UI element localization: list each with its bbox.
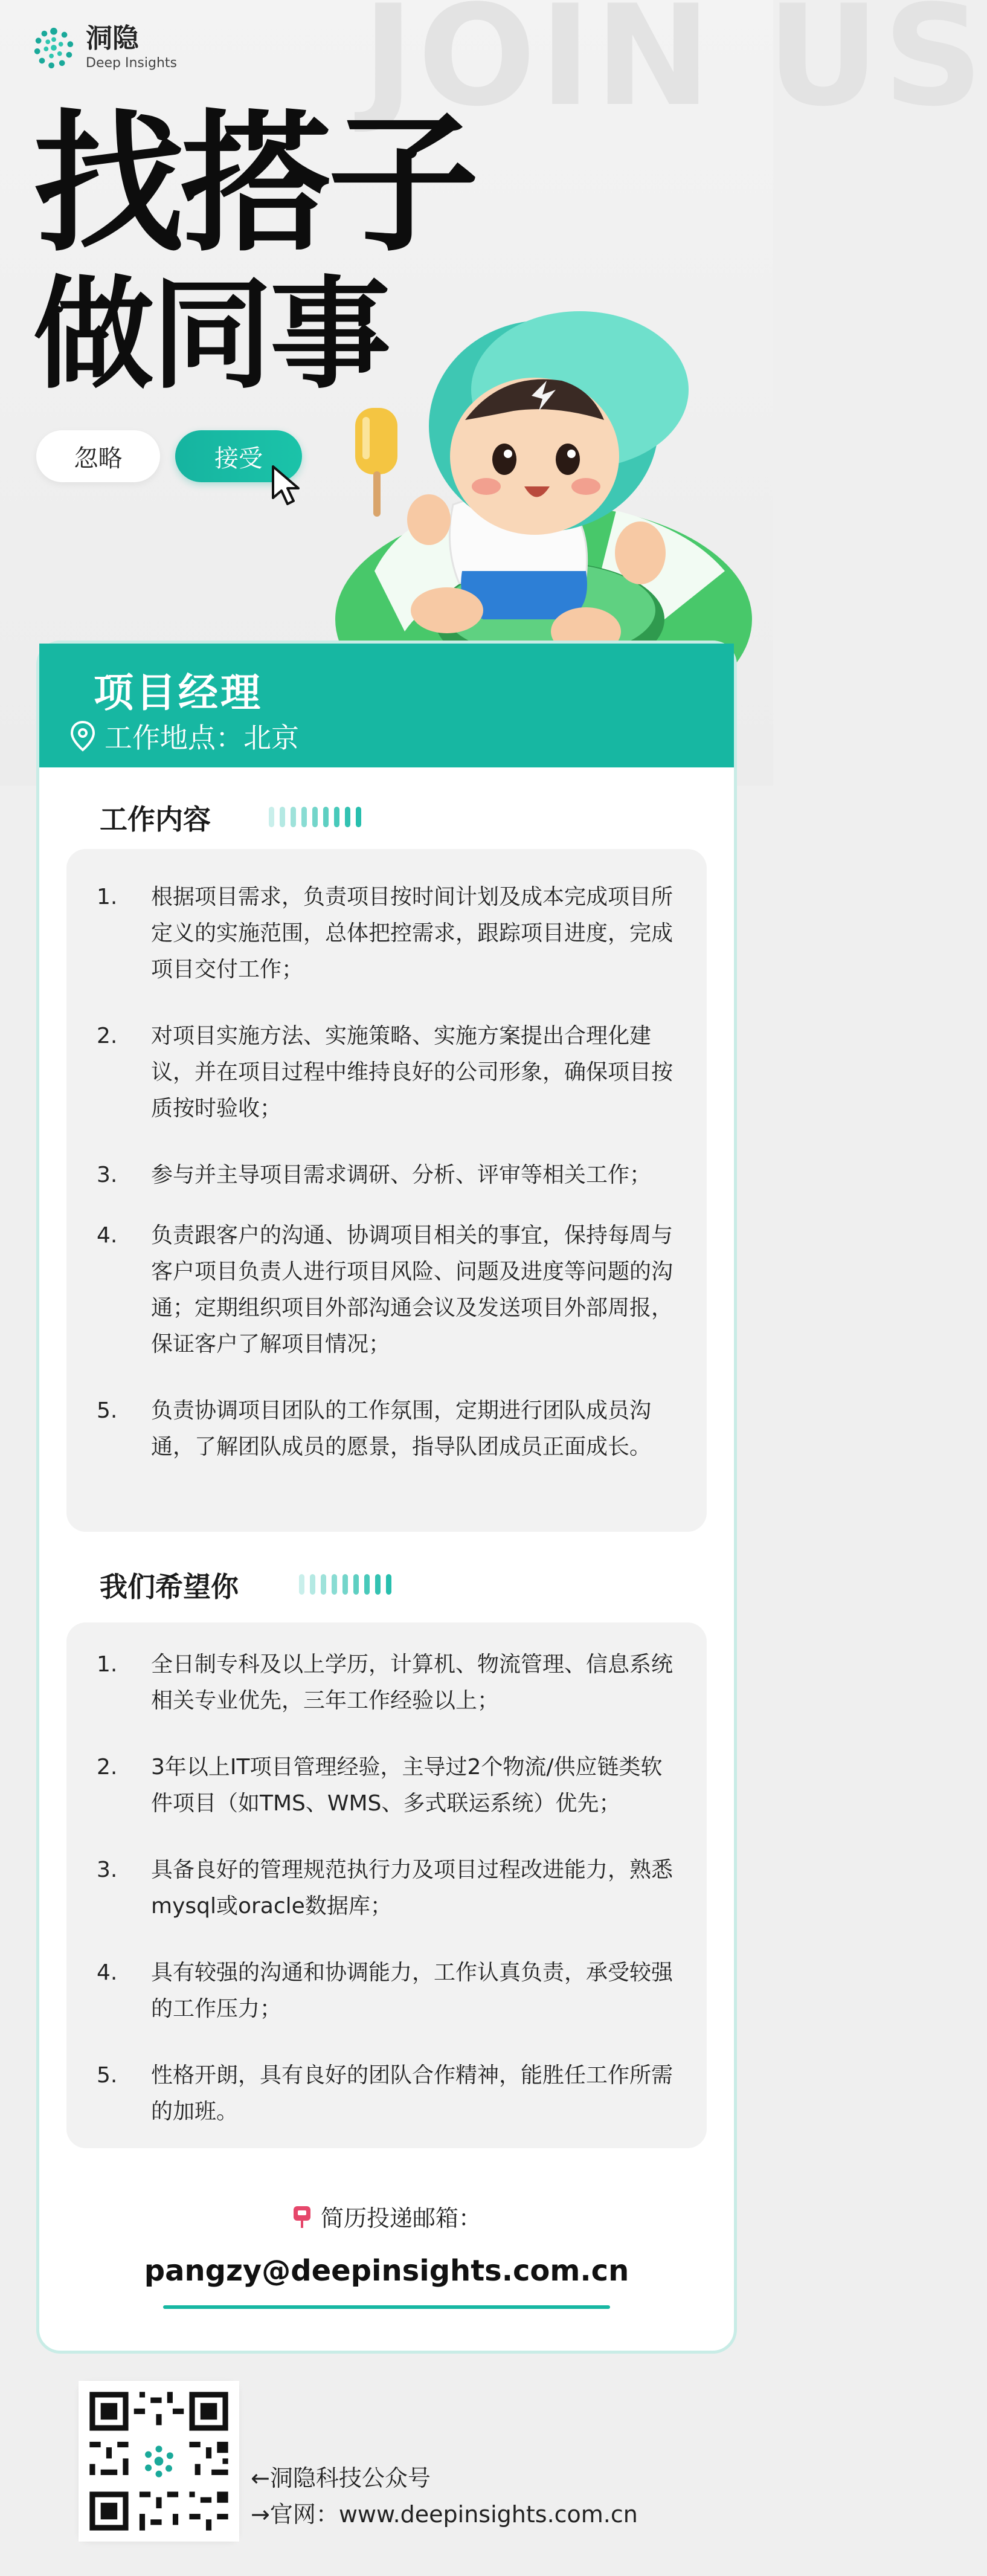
duties-list — [66, 849, 707, 1532]
location-pin-icon — [69, 720, 96, 752]
logo-name-cn: 洞隐 — [86, 22, 139, 54]
list-item: 5. 负责协调项目团队的工作氛围，定期进行团队成员沟通，了解团队成员的愿景，指导队团成员正面成长。 — [97, 1398, 652, 1459]
footer-wechat-text: ←洞隐科技公众号 — [251, 2465, 431, 2491]
resume-email-label-text: 简历投递邮箱： — [320, 2205, 481, 2232]
list-item: 5. 性格开朗，具有良好的团队合作精神，能胜任工作所需的加班。 — [97, 2063, 674, 2124]
job-card-header — [39, 644, 734, 767]
mailbox-icon — [292, 2204, 312, 2229]
job-card — [36, 641, 737, 2354]
headline-line-1: 找搭子 — [33, 96, 475, 272]
section-decoration-dots — [299, 1574, 391, 1595]
section-decoration-dots — [269, 807, 361, 827]
background-join-us-text: JOIN US — [362, 0, 987, 137]
accept-button[interactable]: 接受 — [175, 430, 302, 482]
resume-email-label — [39, 2200, 734, 2233]
headline-line-2: 做同事 — [33, 265, 389, 405]
list-item: 3. 参与并主导项目需求调研、分析、评审等相关工作； — [97, 1163, 652, 1187]
qr-code — [79, 2381, 239, 2542]
ignore-button[interactable]: 忽略 — [36, 430, 160, 482]
job-location — [69, 716, 299, 756]
qr-code-icon — [79, 2381, 239, 2542]
job-title: 项目经理 — [94, 670, 263, 716]
mouse-pointer-icon — [269, 464, 306, 506]
list-item: 2. 3年以上IT项目管理经验，主导过2个物流/供应链类软件项目（如TMS、WMS、多式联运系统）优先； — [97, 1755, 663, 1816]
job-location-text: 工作地点：北京 — [104, 721, 299, 754]
footer-website-link[interactable]: →官网：www.deepinsights.com.cn — [251, 2501, 638, 2528]
list-item: 1. 全日制专科及以上学历，计算机、物流管理、信息系统相关专业优先，三年工作经验以上； — [97, 1652, 674, 1713]
list-item: 4. 负责跟客户的沟通、协调项目相关的事宜，保持每周与客户项目负责人进行项目风险、问题及进度等问题的沟通；定期组织项目外部沟通会议及发送项目外部周报，保证客户了解项目情况； — [97, 1223, 674, 1357]
list-item: 3. 具备良好的管理规范执行力及项目过程改进能力，熟悉mysql或oracle数据库； — [97, 1858, 674, 1919]
email-underline — [163, 2305, 610, 2309]
list-item: 2. 对项目实施方法、实施策略、实施方案提出合理化建议，并在项目过程中维持良好的公司形象，确保项目按质按时验收； — [97, 1024, 674, 1121]
logo-mark-icon — [30, 24, 77, 71]
resume-email-link[interactable]: pangzy@deepinsights.com.cn — [144, 2254, 629, 2288]
logo-name-en: Deep Insights — [86, 55, 177, 71]
list-item: 1. 根据项目需求，负责项目按时间计划及成本完成项目所定义的实施范围，总体把控需求，跟踪项目进度，完成项目交付工作； — [97, 885, 674, 982]
list-item: 4. 具有较强的沟通和协调能力，工作认真负责，承受较强的工作压力； — [97, 1960, 674, 2021]
duties-section-title: 工作内容 — [100, 803, 211, 836]
logo — [30, 24, 177, 71]
requirements-section-title: 我们希望你 — [100, 1570, 239, 1603]
requirements-list — [66, 1622, 707, 2148]
